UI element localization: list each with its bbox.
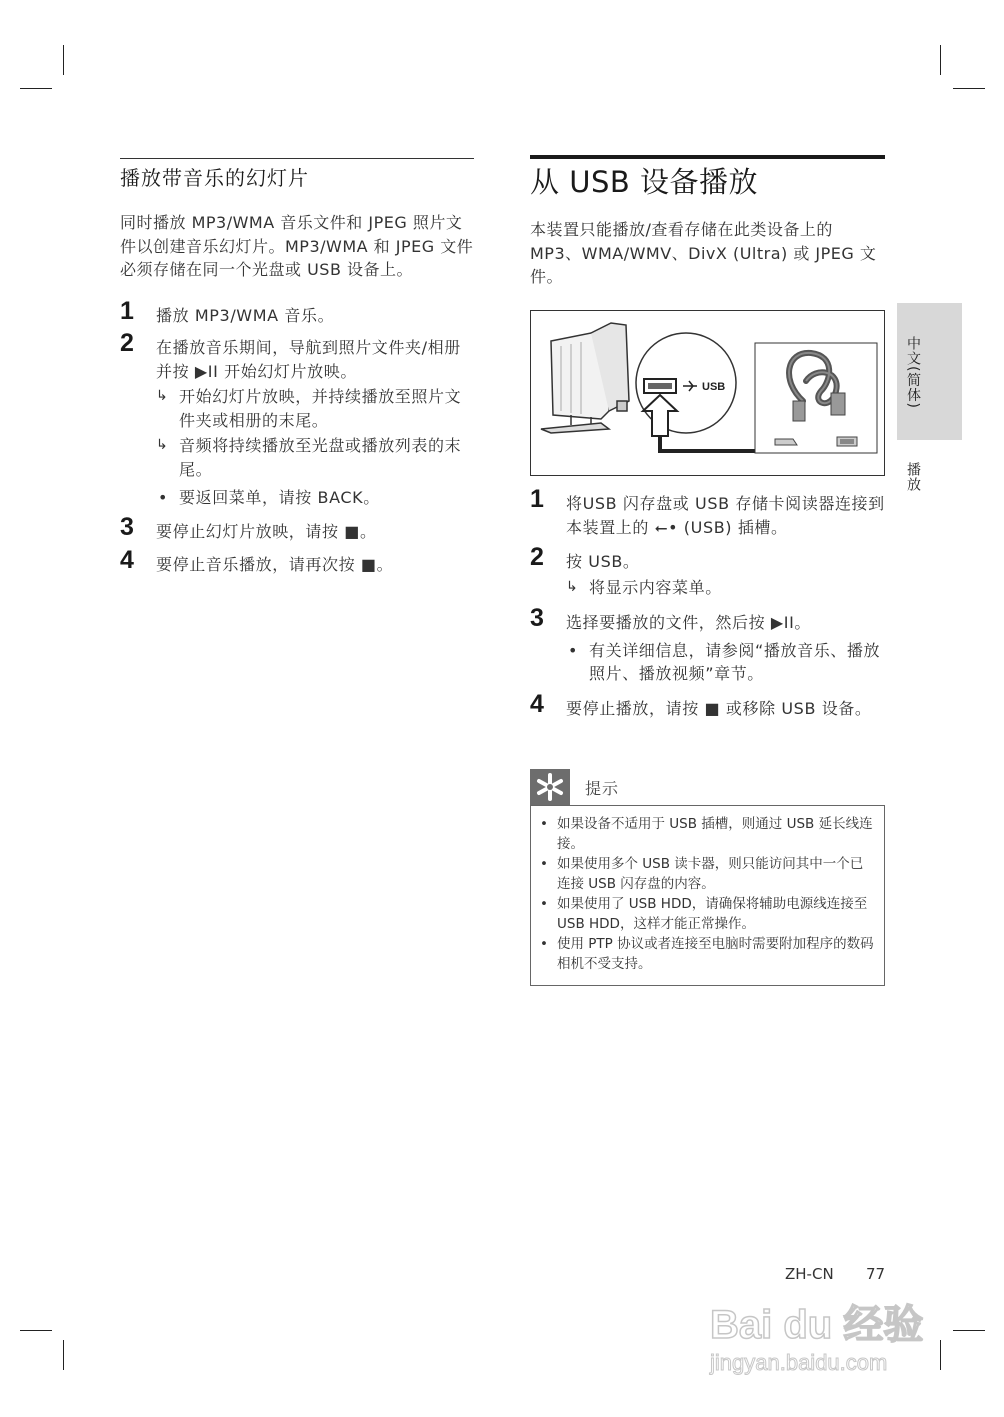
step-number: 2 — [120, 329, 135, 357]
result-arrow-icon: ↳ — [156, 388, 169, 404]
step-number: 2 — [530, 543, 545, 571]
tip-box — [530, 805, 885, 986]
bullet-text: 有关详细信息，请参阅“播放音乐、播放照片、播放视频”章节。 — [589, 640, 881, 683]
tip-label: 提示 — [585, 779, 620, 798]
result-arrow-icon: ↳ — [566, 578, 579, 595]
step — [120, 296, 474, 328]
bullet-icon: • — [568, 640, 579, 660]
tip-item — [540, 934, 874, 974]
tip-asterisk-icon — [530, 769, 570, 805]
step-text: 要停止幻灯片放映，请按 ■。 — [156, 521, 377, 541]
step — [120, 329, 474, 510]
step-text: 在播放音乐期间，导航到照片文件夹/相册并按 ▶II 开始幻灯片放映。 — [156, 338, 461, 381]
watermark-brand: Bai du 经验 — [710, 1303, 924, 1347]
step-number: 4 — [120, 546, 135, 574]
usb-illustration — [531, 311, 884, 475]
tip-text: 如果使用多个 USB 读卡器，则只能访问其中一个已连接 USB 闪存盘的内容。 — [557, 856, 864, 892]
crop-mark — [63, 45, 64, 75]
step-number: 3 — [530, 604, 545, 632]
step-text: 选择要播放的文件，然后按 ▶II。 — [566, 613, 812, 632]
crop-mark — [20, 88, 52, 89]
tip-text: 使用 PTP 协议或者连接至电脑时需要附加程序的数码相机不受支持。 — [557, 936, 874, 972]
side-tab-section: 播放 — [905, 462, 921, 492]
section-rule — [120, 158, 474, 159]
step-number: 3 — [120, 512, 135, 541]
side-tab-language: 中文(简体) — [905, 336, 921, 409]
footer-page-number: 77 — [866, 1265, 886, 1283]
crop-mark — [953, 88, 985, 89]
tip-header — [530, 769, 885, 805]
step — [120, 512, 474, 544]
crop-mark — [63, 1340, 64, 1370]
section-title: 播放带音乐的幻灯片 — [120, 166, 309, 190]
step-result — [566, 576, 885, 600]
step-text: 要停止播放，请按 ■ 或移除 USB 设备。 — [566, 698, 872, 718]
right-steps — [530, 485, 885, 720]
step-text: 要停止音乐播放，请再次按 ■。 — [156, 555, 394, 574]
tip-item — [540, 814, 874, 854]
step-bullet — [156, 486, 474, 510]
baidu-watermark — [708, 1290, 948, 1380]
section-rule — [530, 155, 885, 159]
result-text: 将显示内容菜单。 — [589, 577, 722, 597]
bullet-icon: • — [158, 488, 169, 507]
section-title: 从 USB 设备播放 — [530, 165, 758, 199]
footer-lang-code: ZH-CN — [785, 1265, 834, 1283]
crop-mark — [953, 1330, 985, 1331]
step — [530, 485, 885, 539]
watermark-url: jingyan.baidu.com — [710, 1350, 888, 1375]
tip-item — [540, 894, 874, 934]
section-intro: 同时播放 MP3/WMA 音乐文件和 JPEG 照片文件以创建音乐幻灯片。MP3/WMA 和 JPEG 文件必须存储在同一个光盘或 USB 设备上。 — [120, 213, 474, 279]
step-text: 播放 MP3/WMA 音乐。 — [156, 305, 335, 325]
section-intro: 本装置只能播放/查看存储在此类设备上的 MP3、WMA/WMV、DivX (Ultra) 或 JPEG 文件。 — [530, 220, 877, 286]
crop-mark — [20, 1330, 52, 1331]
step-text: 将USB 闪存盘或 USB 存储卡阅读器连接到本装置上的 ⭠• (USB) 插槽。 — [566, 494, 885, 537]
step — [120, 546, 474, 577]
result-text: 音频将持续播放至光盘或播放列表的末尾。 — [179, 436, 462, 479]
step-result — [156, 385, 474, 432]
tip-text: 如果设备不适用于 USB 插槽，则通过 USB 延长线连接。 — [557, 816, 873, 852]
step-number: 4 — [530, 689, 545, 718]
crop-mark — [940, 45, 941, 75]
result-text: 开始幻灯片放映，并持续播放至照片文件夹或相册的末尾。 — [179, 387, 462, 430]
step-text: 按 USB。 — [566, 552, 640, 571]
bullet-icon: • — [540, 816, 548, 832]
bullet-text: 要返回菜单，请按 BACK。 — [179, 488, 380, 507]
usb-port-label: USB — [702, 381, 726, 393]
step-result — [156, 434, 474, 481]
step-bullet — [566, 639, 885, 686]
left-column — [120, 158, 474, 577]
step — [530, 543, 885, 599]
usb-connection-figure — [530, 310, 885, 476]
bullet-icon: • — [540, 936, 548, 952]
tip-text: 如果使用了 USB HDD，请确保将辅助电源线连接至 USB HDD，这样才能正常操作。 — [557, 896, 868, 932]
result-arrow-icon: ↳ — [156, 437, 169, 453]
bullet-icon: • — [540, 856, 548, 872]
tip-item — [540, 854, 874, 894]
bullet-icon: • — [540, 896, 548, 912]
step-number: 1 — [530, 485, 545, 513]
step — [530, 689, 885, 721]
step — [530, 604, 885, 686]
step-number: 1 — [120, 296, 135, 325]
right-column — [530, 155, 885, 289]
